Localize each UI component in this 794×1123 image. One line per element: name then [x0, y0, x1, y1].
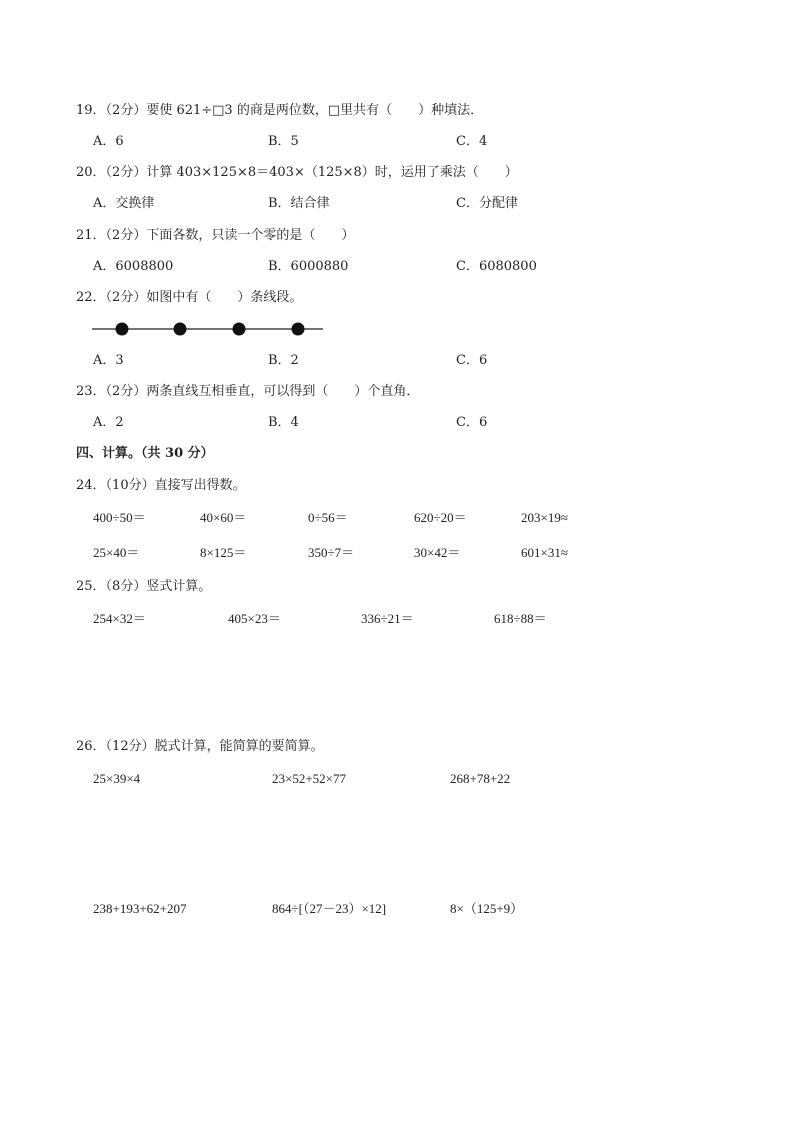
- q24-item: 620÷20＝: [414, 510, 467, 525]
- q25-stem: 25．（8分）竖式计算。: [76, 579, 212, 594]
- figure-point: [292, 323, 305, 336]
- figure-point: [116, 323, 129, 336]
- q20-option-c: C．分配律: [456, 196, 518, 211]
- q21-stem: 21．（2分）下面各数，只读一个零的是（ ）: [76, 228, 355, 243]
- q25-item: 405×23＝: [228, 611, 281, 626]
- q24-item: 0÷56＝: [308, 510, 348, 525]
- q19-stem: 19．（2分）要使 621÷□3 的商是两位数，□里共有（ ）种填法．: [76, 103, 484, 118]
- q24-item: 400÷50＝: [93, 510, 146, 525]
- q23-option-a: A．2: [93, 415, 124, 430]
- q21-option-b: B．6000880: [268, 259, 349, 274]
- q19-option-a: A．6: [93, 134, 124, 149]
- q22-option-b: B．2: [268, 353, 299, 368]
- q20-option-b: B．结合律: [268, 196, 330, 211]
- q24-item: 203×19≈: [521, 510, 568, 525]
- q22-option-c: C．6: [456, 353, 488, 368]
- q26-item: 268+78+22: [450, 771, 511, 786]
- section-title: 四、计算。（共 30 分）: [76, 446, 214, 461]
- q25-item: 254×32＝: [93, 611, 146, 626]
- q20-stem: 20．（2分）计算 403×125×8＝403×（125×8）时，运用了乘法（ ）: [76, 165, 518, 180]
- q19-option-c: C．4: [456, 134, 488, 149]
- line-segment-figure: [92, 320, 324, 338]
- q24-item: 25×40＝: [93, 545, 140, 560]
- q26-item: 864÷[（27－23）×12]: [272, 901, 387, 916]
- q24-stem: 24．（10分）直接写出得数。: [76, 478, 246, 493]
- q23-option-b: B．4: [268, 415, 299, 430]
- q26-item: 25×39×4: [93, 771, 141, 786]
- figure-point: [174, 323, 187, 336]
- q26-item: 238+193+62+207: [93, 901, 187, 916]
- figure-point: [233, 323, 246, 336]
- q19-option-b: B．5: [268, 134, 299, 149]
- q24-item: 350÷7＝: [308, 545, 355, 560]
- q26-stem: 26．（12分）脱式计算，能简算的要简算。: [76, 739, 324, 754]
- q24-item: 40×60＝: [200, 510, 247, 525]
- q24-item: 8×125＝: [200, 545, 247, 560]
- q25-item: 336÷21＝: [361, 611, 414, 626]
- q24-item: 601×31≈: [521, 545, 568, 560]
- q20-option-a: A．交换律: [93, 196, 155, 211]
- q23-stem: 23．（2分）两条直线互相垂直，可以得到（ ）个直角．: [76, 384, 420, 399]
- q26-item: 8×（125+9）: [450, 901, 524, 916]
- q24-item: 30×42＝: [414, 545, 461, 560]
- q21-option-c: C．6080800: [456, 259, 537, 274]
- q22-option-a: A．3: [93, 353, 124, 368]
- q25-item: 618÷88＝: [494, 611, 547, 626]
- q23-option-c: C．6: [456, 415, 488, 430]
- q21-option-a: A．6008800: [93, 259, 174, 274]
- q26-item: 23×52+52×77: [272, 771, 346, 786]
- q22-stem: 22．（2分）如图中有（ ）条线段。: [76, 290, 303, 305]
